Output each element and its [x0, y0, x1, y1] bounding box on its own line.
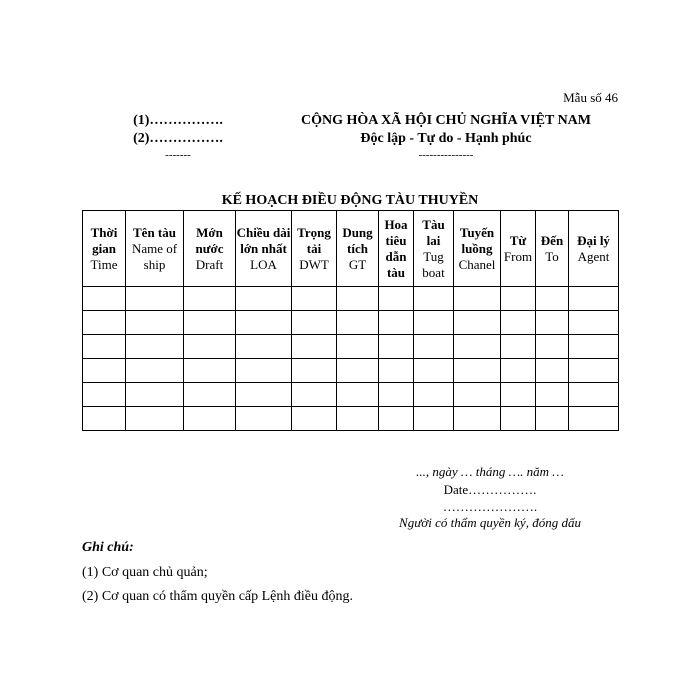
column-header — [414, 211, 454, 287]
column-header — [569, 211, 619, 287]
table-cell[interactable] — [379, 407, 414, 431]
column-header-en: LOA — [250, 256, 277, 272]
column-header-en: Time — [90, 256, 118, 272]
table-row — [83, 359, 619, 383]
table-cell[interactable] — [536, 383, 569, 407]
table-cell[interactable] — [236, 407, 292, 431]
table-cell[interactable] — [236, 311, 292, 335]
table-cell[interactable] — [292, 335, 337, 359]
table-cell[interactable] — [236, 359, 292, 383]
column-header-vi: Mớn nước — [195, 224, 224, 256]
ship-movement-table — [82, 210, 619, 431]
column-header-en: To — [545, 248, 559, 264]
table-cell[interactable] — [501, 383, 536, 407]
table-cell[interactable] — [337, 407, 379, 431]
column-header-vi: Thời gian — [90, 224, 118, 256]
column-header — [126, 211, 184, 287]
table-cell[interactable] — [414, 359, 454, 383]
column-header-vi: Tên tàu — [133, 224, 176, 240]
table-cell[interactable] — [379, 383, 414, 407]
table-cell[interactable] — [454, 335, 501, 359]
signer-label: Người có thẩm quyền ký, đóng dấu — [399, 515, 581, 530]
table-cell[interactable] — [126, 407, 184, 431]
form-number: Mẫu số 46 — [563, 90, 618, 105]
column-header — [379, 211, 414, 287]
note-item-2: (2) Cơ quan có thẩm quyền cấp Lệnh điều động. — [82, 589, 353, 604]
column-header-en: Agent — [577, 248, 610, 264]
table-cell[interactable] — [184, 383, 236, 407]
column-header — [292, 211, 337, 287]
table-cell[interactable] — [337, 311, 379, 335]
table-cell[interactable] — [236, 287, 292, 311]
table-cell[interactable] — [126, 287, 184, 311]
table-cell[interactable] — [337, 383, 379, 407]
table-cell[interactable] — [184, 287, 236, 311]
table-cell[interactable] — [379, 359, 414, 383]
table-cell[interactable] — [126, 383, 184, 407]
column-header-en: GT — [348, 256, 367, 272]
table-row — [83, 383, 619, 407]
notes-title: Ghi chú: — [82, 540, 134, 555]
table-cell[interactable] — [501, 311, 536, 335]
table-cell[interactable] — [292, 287, 337, 311]
column-header — [83, 211, 126, 287]
column-header-en: DWT — [299, 256, 329, 272]
table-cell[interactable] — [536, 359, 569, 383]
table-cell[interactable] — [126, 359, 184, 383]
agency-divider: ------- — [165, 149, 191, 161]
column-header — [337, 211, 379, 287]
column-header-vi: Đến — [540, 232, 564, 248]
table-row — [83, 287, 619, 311]
column-header-vi: Từ — [509, 232, 527, 248]
table-cell[interactable] — [184, 359, 236, 383]
column-header-vi: Đại lý — [577, 232, 610, 248]
table-cell[interactable] — [126, 311, 184, 335]
table-cell[interactable] — [454, 287, 501, 311]
table-cell[interactable] — [83, 359, 126, 383]
table-cell[interactable] — [414, 383, 454, 407]
table-cell[interactable] — [569, 335, 619, 359]
table-cell[interactable] — [454, 359, 501, 383]
national-title: CỘNG HÒA XÃ HỘI CHỦ NGHĨA VIỆT NAM — [300, 113, 591, 128]
table-cell[interactable] — [501, 407, 536, 431]
column-header-vi: Tuyến luồng — [459, 224, 495, 256]
table-cell[interactable] — [379, 335, 414, 359]
column-header-en: Tug boat — [422, 248, 445, 280]
column-header-vi: Tàu lai — [422, 216, 445, 248]
table-cell[interactable] — [454, 383, 501, 407]
table-cell[interactable] — [379, 287, 414, 311]
table-cell[interactable] — [501, 287, 536, 311]
table-cell[interactable] — [292, 359, 337, 383]
signature-dots: …………………. — [442, 499, 538, 514]
column-header-vi: Chiều dài lớn nhất — [236, 224, 291, 256]
column-header — [536, 211, 569, 287]
table-cell[interactable] — [337, 287, 379, 311]
table-cell[interactable] — [569, 287, 619, 311]
table-cell[interactable] — [337, 359, 379, 383]
column-header-en: Name of ship — [131, 240, 178, 272]
table-cell[interactable] — [83, 335, 126, 359]
motto-divider: --------------- — [418, 149, 474, 161]
column-header — [184, 211, 236, 287]
signature-date-vi: ..., ngày … tháng …. năm … — [416, 464, 564, 479]
table-cell[interactable] — [454, 311, 501, 335]
table-cell[interactable] — [414, 287, 454, 311]
table-cell[interactable] — [414, 335, 454, 359]
table-cell[interactable] — [292, 311, 337, 335]
note-item-1: (1) Cơ quan chủ quản; — [82, 565, 208, 580]
table-cell[interactable] — [236, 383, 292, 407]
table-cell[interactable] — [184, 335, 236, 359]
table-cell[interactable] — [454, 407, 501, 431]
column-header-vi: Hoa tiêu dẫn tàu — [384, 216, 408, 280]
column-header-en: Chanel — [458, 256, 496, 272]
table-cell[interactable] — [83, 311, 126, 335]
column-header-vi: Trọng tải — [297, 224, 331, 256]
agency-line-1: (1)……………. — [133, 113, 223, 128]
table-cell[interactable] — [414, 407, 454, 431]
column-header — [454, 211, 501, 287]
table-cell[interactable] — [536, 335, 569, 359]
column-header — [236, 211, 292, 287]
document-title: KẾ HOẠCH ĐIỀU ĐỘNG TÀU THUYỀN — [221, 193, 479, 208]
table-cell[interactable] — [292, 407, 337, 431]
national-motto: Độc lập - Tự do - Hạnh phúc — [360, 131, 532, 146]
table-cell[interactable] — [337, 335, 379, 359]
table-cell[interactable] — [236, 335, 292, 359]
table-row — [83, 311, 619, 335]
table-cell[interactable] — [379, 311, 414, 335]
table-cell[interactable] — [83, 383, 126, 407]
agency-line-2: (2)……………. — [133, 131, 223, 146]
table-cell[interactable] — [569, 311, 619, 335]
table-cell[interactable] — [536, 407, 569, 431]
table-cell[interactable] — [184, 407, 236, 431]
table-cell[interactable] — [569, 359, 619, 383]
table-cell[interactable] — [501, 359, 536, 383]
table-cell[interactable] — [536, 311, 569, 335]
table-cell[interactable] — [126, 335, 184, 359]
table-cell[interactable] — [83, 287, 126, 311]
column-header — [501, 211, 536, 287]
table-header-row — [83, 211, 619, 287]
table-cell[interactable] — [184, 311, 236, 335]
table-body — [83, 287, 619, 431]
table-cell[interactable] — [292, 383, 337, 407]
column-header-en: From — [503, 248, 533, 264]
table-cell[interactable] — [83, 407, 126, 431]
column-header-vi: Dung tích — [342, 224, 373, 256]
table-cell[interactable] — [414, 311, 454, 335]
table-row — [83, 407, 619, 431]
signature-date-en: Date……………. — [443, 482, 537, 497]
table-cell[interactable] — [536, 287, 569, 311]
table-row — [83, 335, 619, 359]
table-cell[interactable] — [501, 335, 536, 359]
table-cell[interactable] — [569, 407, 619, 431]
table-cell[interactable] — [569, 383, 619, 407]
column-header-en: Draft — [195, 256, 224, 272]
